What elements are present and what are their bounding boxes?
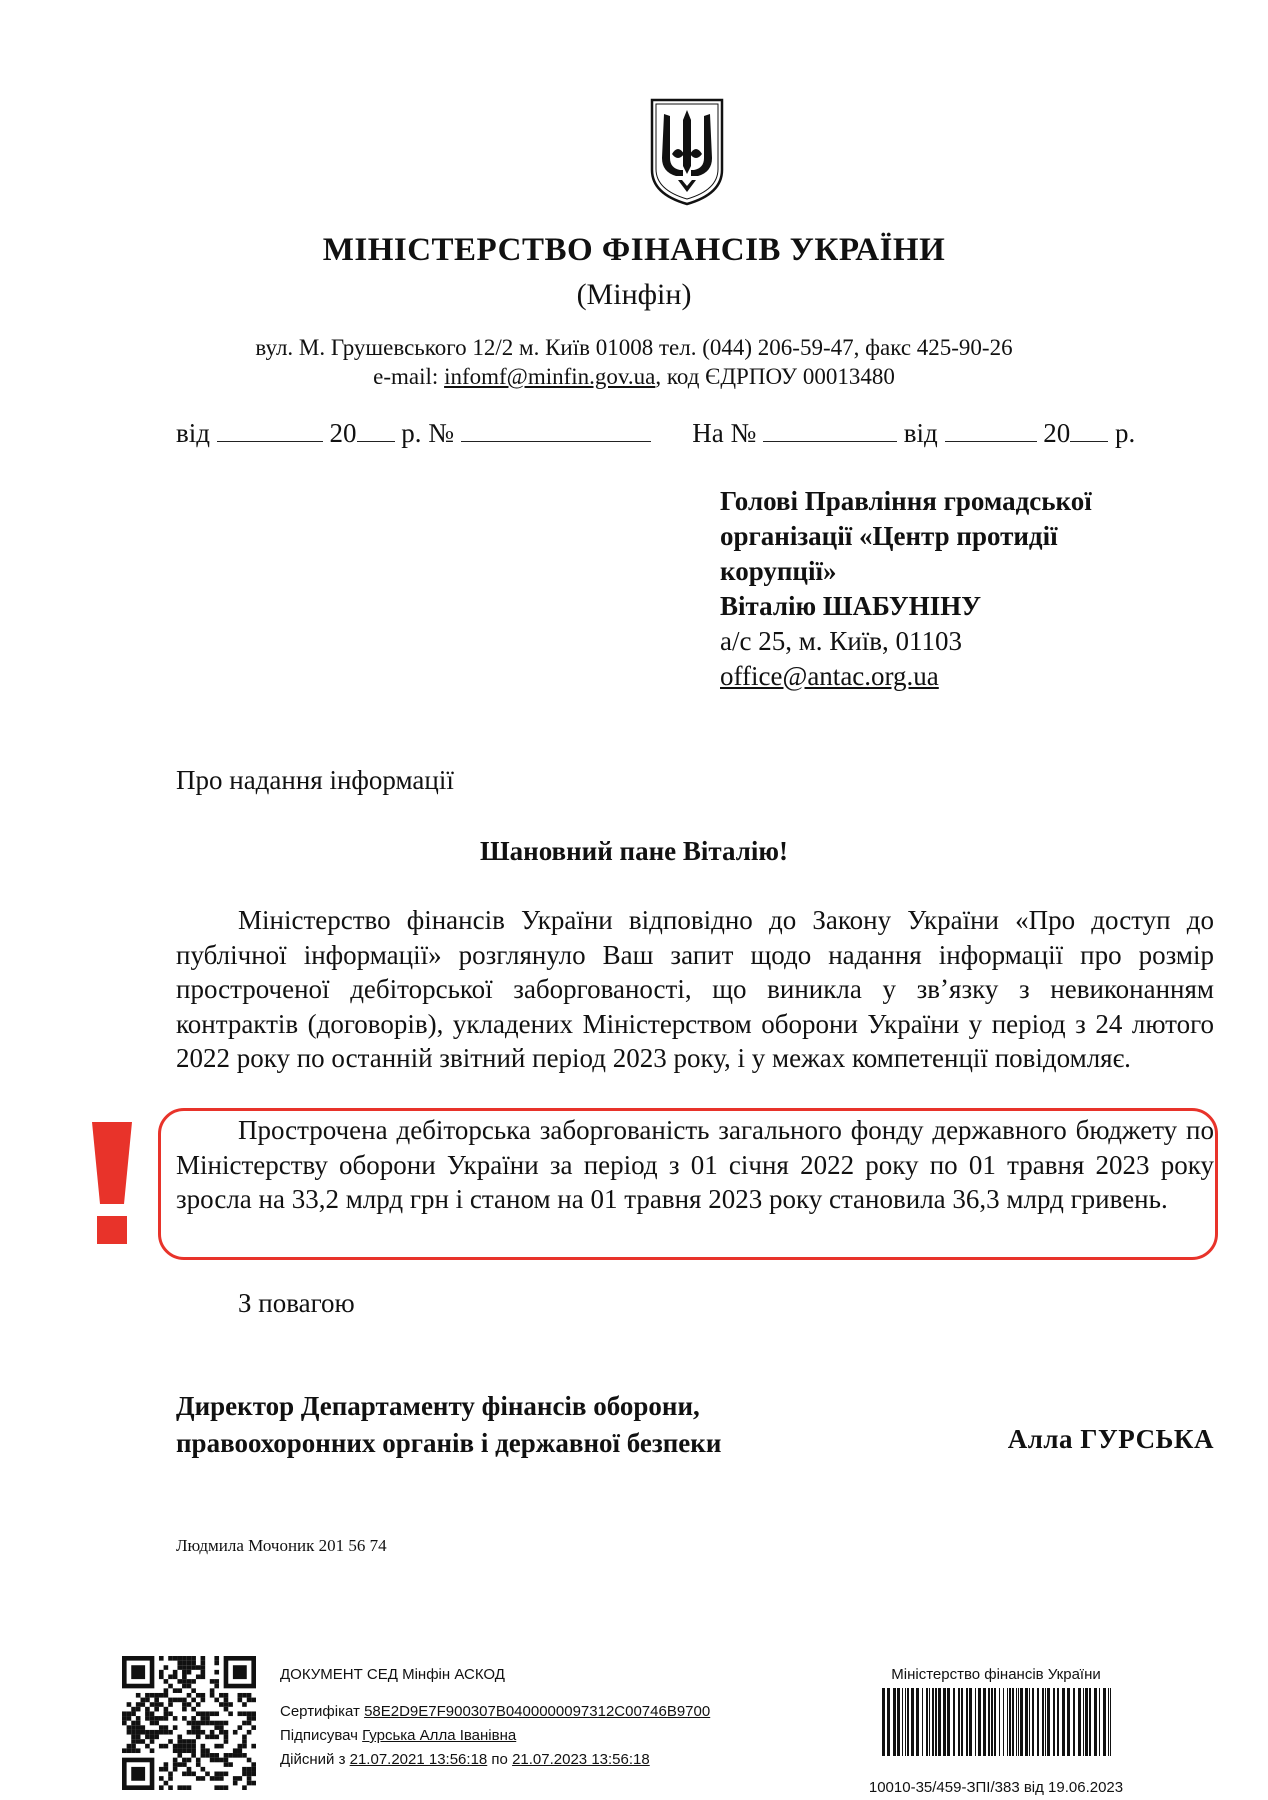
valid-to: 21.07.2023 13:56:18 [512, 1751, 650, 1768]
tryzub-icon [648, 96, 726, 208]
year-blank [357, 419, 395, 442]
closing-phrase: З повагою [238, 1288, 355, 1318]
reply-year-blank [1070, 419, 1108, 442]
stamp-validity [280, 1748, 710, 1772]
ministry-address: вул. М. Грушевського 12/2 м. Київ 01008 тел. (044) 206-59-47, факс 425-90-26 [255, 335, 1013, 360]
email-label: e-mail: [373, 364, 445, 389]
e-signature-stamp [280, 1663, 710, 1772]
cert-label: Сертифікат [280, 1703, 365, 1720]
edrpou-code: , код ЄДРПОУ 00013480 [655, 364, 895, 389]
ministry-title: МІНІСТЕРСТВО ФІНАНСІВ УКРАЇНИ [322, 232, 946, 268]
recipient-block [720, 484, 1092, 694]
reply-from-label: від [903, 418, 938, 448]
stamp-signer [280, 1724, 710, 1748]
valid-from: 21.07.2021 13:56:18 [349, 1751, 488, 1768]
position-line-1: Директор Департаменту фінансів оборони, [176, 1391, 700, 1421]
barcode-reg-number: 10010-35/459-ЗПІ/383 від 19.06.2023 [868, 1779, 1124, 1796]
valid-to-label: по [487, 1751, 513, 1768]
from-label: від [176, 418, 210, 448]
registration-line [176, 418, 1180, 449]
exclamation-mark [78, 1118, 146, 1246]
reply-year-prefix: 20 [1043, 418, 1071, 448]
stamp-certificate [280, 1700, 710, 1724]
signatory-position [176, 1388, 721, 1462]
recipient-line-3: корупції» [720, 556, 837, 586]
recipient-address: а/с 25, м. Київ, 01103 [720, 626, 963, 656]
reply-date-blank [945, 419, 1037, 442]
paragraph-1 [176, 903, 1214, 1076]
valid-label: Дійсний з [280, 1751, 350, 1768]
recipient-line-2: організації «Центр протидії [720, 521, 1058, 551]
recipient-line-1: Голові Правління громадської [720, 486, 1092, 516]
paragraph-1-text: Міністерство фінансів України відповідно до Закону України «Про доступ до публічної інформації» розглянуло Ваш запит щодо надання інформації про розмір простроченої дебіторської заборгованості, що виникла у звʼязку з невиконанням контрактів (договорів), укладених Міністерством оборони України у період з 24 лютого 2022 року по останній звітний період 2023 року, і у межах компетенції повідомляє. [176, 905, 1214, 1073]
year-suffix: р. [401, 418, 422, 448]
position-line-2: правоохоронних органів і державної безпеки [176, 1428, 722, 1458]
reply-number-blank [763, 419, 897, 442]
signatory-name: Алла ГУРСЬКА [1007, 1424, 1214, 1454]
recipient-email-link[interactable]: office@antac.org.ua [720, 661, 939, 691]
ministry-short-name: (Мінфін) [576, 278, 692, 311]
signer-value: Гурська Алла Іванівна [362, 1727, 517, 1744]
letter-subject: Про надання інформації [176, 765, 454, 795]
paragraph-2-text: Прострочена дебіторська заборгованість загального фонду державного бюджету по Міністерству оборони України за період з 01 січня 2022 року по 01 травня 2023 року зросла на 33,2 млрд грн і станом на 01 травня 2023 року становила 36,3 млрд гривень. [176, 1115, 1214, 1214]
letter-greeting: Шановний пане Віталію! [480, 836, 788, 866]
number-label: № [428, 418, 455, 448]
ministry-contacts [0, 364, 1268, 390]
highlight-box [158, 1108, 1218, 1260]
executor-contact: Людмила Мочоник 201 56 74 [176, 1536, 387, 1555]
number-blank [461, 419, 651, 442]
cert-value: 58E2D9E7F900307B0400000097312C00746B9700 [364, 1703, 711, 1720]
date-blank [217, 419, 323, 442]
barcode-org: Міністерство фінансів України [891, 1666, 1101, 1683]
reply-year-suffix: р. [1115, 418, 1136, 448]
qr-code [122, 1656, 256, 1790]
year-prefix: 20 [329, 418, 357, 448]
ministry-email-link[interactable]: infomf@minfin.gov.ua [444, 364, 656, 389]
reply-number-label: На № [692, 418, 757, 448]
barcode [880, 1688, 1116, 1756]
stamp-doc-label: ДОКУМЕНТ СЕД Мінфін АСКОД [280, 1666, 505, 1683]
signer-label: Підписувач [280, 1727, 363, 1744]
recipient-name: Віталію ШАБУНІНУ [720, 591, 982, 621]
